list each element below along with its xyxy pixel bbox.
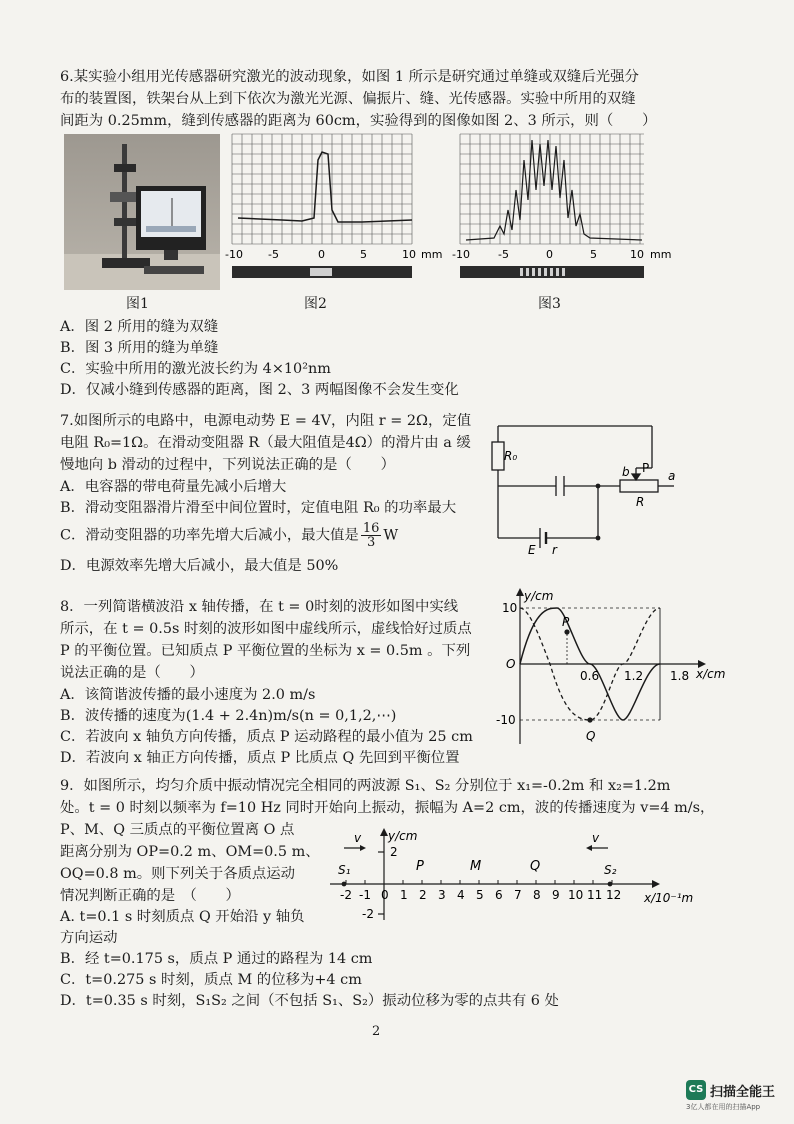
q9-x-tick-label: -2: [340, 888, 352, 902]
q6-figure2-unit: mm: [421, 248, 442, 261]
q8-x-tick-18: 1.8: [670, 669, 690, 683]
q7-label-p: P: [642, 461, 650, 475]
q8-stem-line2: 所示，在 t = 0.5s 时刻的波形如图中虚线所示，虚线恰好过质点: [60, 621, 472, 637]
q7-option-d: D．电源效率先增大后减小，最大值是 50%: [60, 558, 339, 574]
q6-option-b: B．图 3 所用的缝为单缝: [60, 340, 219, 356]
q8-stem-line3: P 的平衡位置。已知质点 P 平衡位置的坐标为 x = 0.5m 。下列: [60, 643, 471, 659]
q7-stem-line1: 7.如图所示的电路中，电源电动势 E = 4V，内阻 r = 2Ω，定值: [60, 413, 472, 429]
q7-option-c-unit: W: [383, 527, 399, 544]
q7-stem-line3: 慢地向 b 滑动的过程中，下列说法正确的是（ ）: [60, 457, 395, 473]
q7-option-c-text: C．滑动变阻器的功率先增大后减小，最大值是: [60, 527, 359, 544]
q9-label-m: M: [470, 859, 482, 874]
q6-figure1-photo: [64, 134, 220, 290]
q6-stem-line3: 间距为 0.25mm，缝到传感器的距离为 60cm，实验得到的图像如图 2、3 所示，则（ ）: [60, 113, 657, 129]
q9-x-tick-labels: [340, 888, 621, 902]
q9-x-tick-label: 12: [606, 888, 622, 902]
q6-figure2-tick-neg5: -5: [268, 248, 279, 261]
q6-figure2-tick-0: 0: [318, 248, 325, 261]
q8-option-a: A．该简谐波传播的最小速度为 2.0 m/s: [60, 687, 316, 703]
q6-stem-line1: 6.某实验小组用光传感器研究激光的波动现象，如图 1 所示是研究通过单缝或双缝后光强分: [60, 69, 639, 85]
q6-figure3-tick-5: 5: [590, 248, 597, 261]
q8-option-d: D．若波向 x 轴正方向传播，质点 P 比质点 Q 先回到平衡位置: [60, 750, 460, 766]
q6-figure2-intensity-curve: [238, 152, 412, 222]
q7-option-c-fraction: [361, 522, 382, 549]
q9-option-b: B．经 t=0.175 s，质点 P 通过的路程为 14 cm: [60, 951, 373, 967]
q9-x-label: x/10⁻¹m: [644, 891, 694, 905]
q9-label-q: Q: [530, 859, 541, 874]
q9-x-tick-label: 1: [400, 888, 408, 902]
q9-stem-line2: 处。t = 0 时刻以频率为 f=10 Hz 同时开始向上振动，振幅为 A=2 cm，波的传播速度为 v=4 m/s，: [60, 800, 715, 816]
q9-label-p: P: [416, 859, 424, 874]
q7-option-b: B．滑动变阻器滑片滑至中间位置时，定值电阻 R₀ 的功率最大: [60, 500, 457, 516]
q7-option-c-denominator: 3: [366, 535, 376, 550]
q6-figure2-tick-10: 10: [402, 248, 416, 261]
q9-x-tick-label: 4: [457, 888, 465, 902]
q7-label-r: R: [636, 495, 645, 509]
q6-figure2-tick-neg10: -10: [225, 248, 243, 261]
q9-option-a-line1: A. t=0.1 s 时刻质点 Q 开始沿 y 轴负: [60, 909, 305, 925]
q9-y-bottom-label: -2: [362, 907, 374, 921]
q9-x-tick-label: 3: [438, 888, 446, 902]
q6-figure3-graph: [452, 130, 678, 290]
scanner-watermark: [686, 1078, 786, 1114]
q7-option-c-numerator: 16: [362, 521, 380, 536]
q7-option-c: [60, 522, 398, 549]
q8-y-bottom-label: -10: [496, 713, 516, 727]
q8-x-tick-06: 0.6: [580, 669, 600, 683]
q9-stem-line4: 距离分别为 OP=0.2 m、OM=0.5 m、: [60, 844, 320, 860]
q8-option-b: B．波传播的速度为(1.4 + 2.4n)m/s(n = 0,1,2,⋯): [60, 708, 397, 724]
q6-figure2-grid: [232, 134, 412, 244]
q9-stem-line3: P、M、Q 三质点的平衡位置离 O 点: [60, 822, 295, 838]
q6-figure3-tick-0: 0: [546, 248, 553, 261]
q9-source-s1: [342, 882, 347, 887]
q9-x-tick-label: -1: [359, 888, 371, 902]
q7-option-a: A．电容器的带电荷量先减小后增大: [60, 479, 287, 495]
q6-option-a: A．图 2 所用的缝为双缝: [60, 319, 219, 335]
q8-y-label: y/cm: [524, 589, 554, 603]
q9-x-tick-label: 7: [514, 888, 522, 902]
q9-x-tick-label: 11: [587, 888, 603, 902]
scanner-app-name: 扫描全能王: [710, 1085, 776, 1100]
q9-label-s2: S₂: [604, 863, 617, 877]
q7-stem-line2: 电阻 R₀=1Ω。在滑动变阻器 R（最大阻值是4Ω）的滑片由 a 缓: [60, 435, 471, 451]
q7-resistor-r0: [492, 442, 504, 470]
q6-figure3-unit: mm: [650, 248, 672, 261]
q9-stem-line5: OQ=0.8 m。则下列关于各质点运动: [60, 866, 296, 882]
q6-figure2-tick-5: 5: [360, 248, 367, 261]
q6-option-d: D．仅减小缝到传感器的距离，图 2、3 两幅图像不会发生变化: [60, 382, 459, 398]
q7-rheostat-r: [620, 480, 658, 492]
q9-v-left-label: v: [354, 831, 362, 845]
q8-wave-graph: [496, 584, 746, 764]
q6-option-c: C．实验中所用的激光波长约为 4×10²nm: [60, 361, 331, 377]
q8-x-label: x/cm: [696, 667, 726, 681]
q6-stem-line2: 布的装置图，铁架台从上到下依次为激光光源、偏振片、缝、光传感器。实验中所用的双缝: [60, 91, 636, 107]
q7-label-b: b: [622, 465, 630, 479]
q9-y-top-label: 2: [390, 845, 398, 859]
q8-x-tick-12: 1.2: [624, 669, 644, 683]
q7-circuit-diagram: [486, 420, 686, 560]
q8-label-q: Q: [586, 729, 596, 743]
scanner-logo-icon: CS: [686, 1080, 706, 1100]
q9-stem-line1: 9．如图所示，均匀介质中振动情况完全相同的两波源 S₁、S₂ 分别位于 x₁=-0.2m 和 x₂=1.2m: [60, 778, 671, 794]
q9-option-a-line2: 方向运动: [60, 930, 118, 946]
q8-point-q: [587, 717, 592, 722]
q6-figure3-label: 图3: [538, 296, 561, 312]
q9-label-s1: S₁: [338, 863, 351, 877]
q9-v-right-label: v: [592, 831, 600, 845]
q8-y-top-label: 10: [502, 601, 518, 615]
q6-figure2-label: 图2: [304, 296, 327, 312]
q6-figure3-tick-10: 10: [630, 248, 644, 261]
q9-x-tick-label: 9: [552, 888, 560, 902]
q8-label-p: P: [562, 615, 570, 629]
q9-stem-line6: 情况判断正确的是 （ ）: [60, 888, 240, 904]
q9-x-tick-label: 8: [533, 888, 541, 902]
q9-x-tick-label: 5: [476, 888, 484, 902]
q6-figure1-label: 图1: [126, 296, 149, 312]
q8-stem-line4: 说法正确的是（ ）: [60, 665, 204, 681]
q9-x-tick-label: 6: [495, 888, 503, 902]
q8-option-c: C．若波向 x 轴负方向传播，质点 P 运动路程的最小值为 25 cm: [60, 729, 473, 745]
page-number: 2: [372, 1024, 381, 1039]
q9-x-tick-label: 10: [568, 888, 584, 902]
q6-figure3-tick-neg10: -10: [452, 248, 470, 261]
q7-label-internal-r: r: [552, 543, 557, 557]
q7-label-a: a: [668, 469, 676, 483]
scanner-app-slogan: 3亿人都在用的扫描App: [686, 1103, 761, 1111]
q6-figure3-tick-neg5: -5: [498, 248, 509, 261]
q9-y-label: y/cm: [388, 829, 418, 843]
q9-source-s2: [608, 882, 613, 887]
q9-x-tick-label: 2: [419, 888, 427, 902]
q9-source-graph: [322, 826, 718, 926]
q6-figure2-graph: [222, 130, 442, 290]
q9-x-tick-label: 0: [381, 888, 389, 902]
q7-label-e: E: [528, 543, 536, 557]
q8-stem-line1: 8．一列简谐横波沿 x 轴传播，在 t = 0时刻的波形如图中实线: [60, 599, 459, 615]
q7-label-r0: R₀: [504, 449, 518, 463]
q9-option-c: C．t=0.275 s 时刻，质点 M 的位移为+4 cm: [60, 972, 362, 988]
q8-origin-label: O: [506, 657, 516, 671]
q9-option-d: D．t=0.35 s 时刻，S₁S₂ 之间（不包括 S₁、S₂）振动位移为零的点共有 6 处: [60, 993, 559, 1009]
q8-point-p: [564, 629, 569, 634]
q6-figure3-intensity-curve: [466, 140, 642, 240]
